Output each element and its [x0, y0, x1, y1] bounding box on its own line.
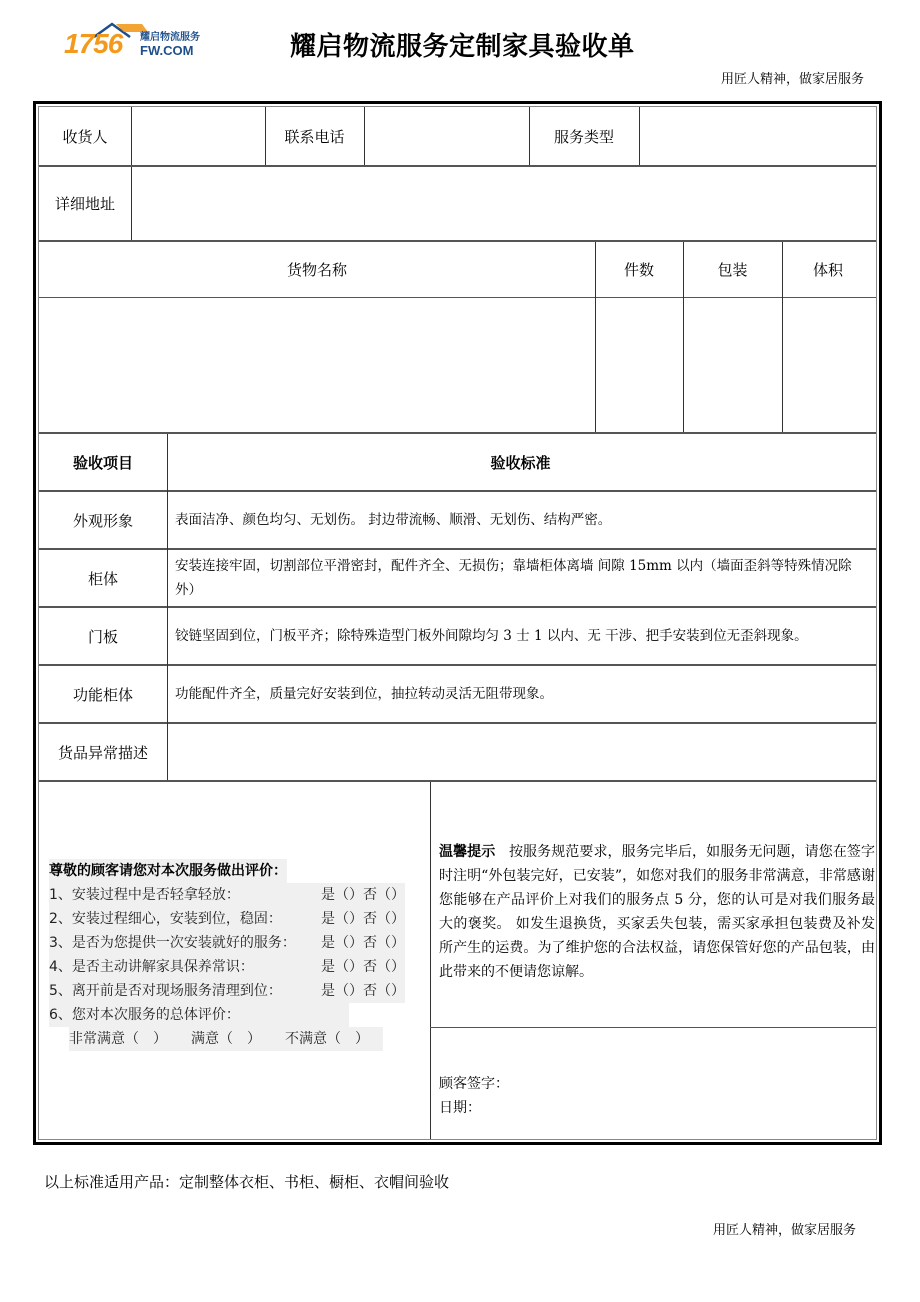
service-type-field[interactable]	[639, 107, 874, 165]
logo-number: 1756	[64, 28, 123, 59]
inspection-standard-header: 验收标准	[490, 453, 551, 472]
customer-signature-field[interactable]: 顾客签字：	[439, 1076, 509, 1092]
option-very-satisfied[interactable]: 非常满意（ ）	[69, 1027, 191, 1051]
yes-no-options[interactable]: 是（）否（）	[321, 931, 405, 955]
service-survey	[49, 859, 409, 1051]
logo-domain: FW.COM	[140, 43, 194, 58]
yes-no-options[interactable]: 是（）否（）	[321, 883, 405, 907]
date-field[interactable]: 日期：	[439, 1100, 481, 1116]
inspection-item-appearance: 外观形象	[72, 511, 133, 530]
page-title: 耀启物流服务定制家具验收单	[290, 32, 635, 62]
yes-no-options[interactable]: 是（）否（）	[321, 907, 405, 931]
survey-question-text: 3、是否为您提供一次安装就好的服务：	[49, 931, 321, 955]
inspection-item-door-panel: 门板	[87, 627, 118, 646]
inspection-standard-cabinet: 安装连接牢固，切割部位平滑密封，配件齐全、无损伤；靠墙柜体离墙 间隙 15mm 以内（墙面歪斜等特殊情况除外）	[175, 558, 852, 598]
logo-company-name: 耀启物流服务	[140, 32, 200, 43]
inspection-item-anomaly: 货品异常描述	[57, 743, 148, 762]
company-logo	[64, 22, 214, 62]
address-label: 详细地址	[54, 195, 115, 213]
phone-field[interactable]	[364, 107, 529, 165]
yes-no-options[interactable]: 是（）否（）	[321, 979, 405, 1003]
inspection-standard-appearance: 表面洁净、颜色均匀、无划伤。 封边带流畅、顺滑、无划伤、结构严密。	[175, 512, 612, 528]
overall-question: 6、您对本次服务的总体评价：	[49, 1003, 349, 1027]
warm-tip	[439, 840, 875, 984]
packaging-header: 包装	[717, 261, 748, 279]
inspection-item-cabinet: 柜体	[87, 569, 118, 588]
survey-question-text: 1、安装过程中是否轻拿轻放：	[49, 883, 321, 907]
survey-question-text: 5、离开前是否对现场服务清理到位：	[49, 979, 321, 1003]
packaging-cell[interactable]	[683, 298, 782, 432]
option-unsatisfied[interactable]: 不满意（ ）	[285, 1027, 383, 1051]
survey-question-text: 2、安装过程细心，安装到位，稳固：	[49, 907, 321, 931]
tip-title: 温馨提示	[439, 844, 496, 860]
inspection-item-functional-cabinet: 功能柜体	[72, 685, 133, 704]
quantity-cell[interactable]	[595, 298, 683, 432]
receiver-label: 收货人	[62, 127, 108, 146]
option-satisfied[interactable]: 满意（ ）	[191, 1027, 285, 1051]
survey-heading: 尊敬的顾客请您对本次服务做出评价：	[49, 859, 287, 883]
goods-name-header: 货物名称	[286, 261, 347, 279]
tip-body: 按服务规范要求，服务完毕后，如服务无问题，请您在签字时注明“外包装完好，已安装”，如您对我们的服务非常满意，非常感谢您能够在产品评价上对我们的服务点 5 分，您的认可是对我们服务最大的褒奖。 如发生退换货，买家丢失包装，需买家承担包装费及补发所产生的运费。为了维护您的合法权益，请您保管好您的产品包装，由此带来的不便请您谅解。	[439, 844, 876, 980]
receiver-field[interactable]	[131, 107, 265, 165]
service-type-label: 服务类型	[553, 127, 614, 146]
volume-cell[interactable]	[782, 298, 874, 432]
header-slogan: 用匠人精神，做家居服务	[720, 72, 864, 87]
signature-block	[439, 1072, 509, 1120]
survey-question	[49, 979, 409, 1003]
applicable-products-note: 以上标准适用产品：定制整体衣柜、书柜、橱柜、衣帽间验收	[44, 1173, 450, 1191]
quantity-header: 件数	[623, 261, 654, 279]
anomaly-description-field[interactable]	[167, 724, 874, 780]
goods-name-cell[interactable]	[39, 298, 595, 432]
survey-question	[49, 883, 409, 907]
phone-label: 联系电话	[284, 127, 345, 146]
address-field[interactable]	[131, 167, 874, 240]
survey-question	[49, 907, 409, 931]
inspection-standard-door-panel: 铰链坚固到位，门板平齐；除特殊造型门板外间隙均匀 3 士 1 以内、无 干涉、把手安装到位无歪斜现象。	[175, 628, 808, 644]
survey-question-text: 4、是否主动讲解家具保养常识：	[49, 955, 321, 979]
acceptance-form	[33, 101, 882, 1145]
inspection-item-header: 验收项目	[72, 453, 133, 472]
volume-header: 体积	[812, 261, 843, 279]
survey-question	[49, 955, 409, 979]
inspection-standard-functional-cabinet: 功能配件齐全，质量完好安装到位，抽拉转动灵活无阻带现象。	[175, 686, 553, 702]
yes-no-options[interactable]: 是（）否（）	[321, 955, 405, 979]
footer-slogan: 用匠人精神，做家居服务	[712, 1223, 856, 1238]
survey-question	[49, 931, 409, 955]
form-inner-border	[38, 106, 877, 1140]
